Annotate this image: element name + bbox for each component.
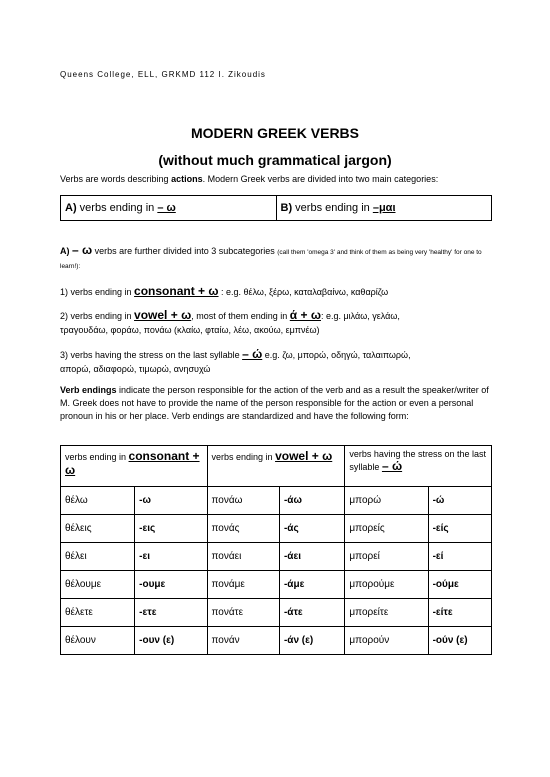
verb-cell: θέλω xyxy=(61,487,135,515)
verb-cell: θέλουν xyxy=(61,627,135,655)
ending-cell: -ει xyxy=(135,543,207,571)
categories-table xyxy=(60,195,492,221)
verb-cell: θέλουμε xyxy=(61,571,135,599)
ending-cell: -είς xyxy=(428,515,491,543)
verb-cell: θέλεις xyxy=(61,515,135,543)
ending-cell: -άν (ε) xyxy=(279,627,344,655)
page-title: MODERN GREEK VERBS xyxy=(190,125,360,141)
verb-cell: μπορεί xyxy=(345,543,428,571)
page-header: Queens College, ELL, GRKMD 112 I. Zikoudis xyxy=(60,70,266,79)
ending-cell: -άτε xyxy=(279,599,344,627)
ending-cell: -ώ xyxy=(428,487,491,515)
ending-cell: -εί xyxy=(428,543,491,571)
verb-cell: πονάει xyxy=(207,543,279,571)
verb-cell: θέλετε xyxy=(61,599,135,627)
verb-cell: πονάμε xyxy=(207,571,279,599)
category-a: A) verbs ending in – ω xyxy=(61,196,277,221)
verb-cell: πονάν xyxy=(207,627,279,655)
header-consonant: verbs ending in consonant + ω xyxy=(61,446,208,487)
header-stressed: verbs having the stress on the last syllable – ώ xyxy=(345,446,492,487)
subcategory-1: 1) verbs ending in consonant + ω : e.g. θέλω, ξέρω, καταλαβαίνω, καθαρίζω xyxy=(60,284,389,298)
ending-cell: -είτε xyxy=(428,599,491,627)
ending-cell: -άμε xyxy=(279,571,344,599)
header-vowel: verbs ending in vowel + ω xyxy=(207,446,345,487)
verb-cell: μπορώ xyxy=(345,487,428,515)
ending-cell: -ούν (ε) xyxy=(428,627,491,655)
verb-cell: πονάς xyxy=(207,515,279,543)
table-header-row xyxy=(61,446,492,487)
table-row xyxy=(61,543,492,571)
verb-cell: μπορούμε xyxy=(345,571,428,599)
table-row xyxy=(61,487,492,515)
subcategories-paragraph: A) – ω verbs are further divided into 3 subcategories (call them 'omega 3' and think of them as being very 'healthy' for one to learn!): xyxy=(60,243,482,270)
ending-cell: -άς xyxy=(279,515,344,543)
table-row xyxy=(61,515,492,543)
page-subtitle: (without much grammatical jargon) xyxy=(158,152,392,168)
ending-cell: -άει xyxy=(279,543,344,571)
ending-cell: -ω xyxy=(135,487,207,515)
subcategory-3: 3) verbs having the stress on the last syllable – ώ e.g. ζω, μπορώ, οδηγώ, ταλαιπωρώ, απορώ, αδιαφορώ, τιμωρώ, ανησυχώ xyxy=(60,347,411,374)
intro-paragraph: Verbs are words describing actions. Modern Greek verbs are divided into two main categories: xyxy=(60,174,439,184)
ending-cell: -ουμε xyxy=(135,571,207,599)
ending-cell: -ουν (ε) xyxy=(135,627,207,655)
verb-cell: πονάω xyxy=(207,487,279,515)
table-row xyxy=(61,599,492,627)
ending-cell: -εις xyxy=(135,515,207,543)
subcategory-2: 2) verbs ending in vowel + ω, most of them ending in ά + ω: e.g. μιλάω, γελάω, τραγουδάω, φοράω, πονάω (κλαίω, φταίω, λέω, ακούω, εμπνέω) xyxy=(60,308,400,335)
verb-cell: θέλει xyxy=(61,543,135,571)
verb-endings-paragraph: Verb endings indicate the person responsible for the action of the verb and as a result the speaker/writer of M. Greek does not have to provide the name of the person responsible for the action or even a personal pronoun in his or her place. Verb endings are standardized and have the following form: xyxy=(60,385,489,421)
table-row xyxy=(61,627,492,655)
verb-endings-table xyxy=(60,445,492,655)
category-b: B) verbs ending in –μαι xyxy=(276,196,492,221)
ending-cell: -ετε xyxy=(135,599,207,627)
verb-cell: μπορούν xyxy=(345,627,428,655)
table-row xyxy=(61,571,492,599)
verb-cell: μπορείς xyxy=(345,515,428,543)
ending-cell: -άω xyxy=(279,487,344,515)
verb-cell: μπορείτε xyxy=(345,599,428,627)
verb-cell: πονάτε xyxy=(207,599,279,627)
ending-cell: -ούμε xyxy=(428,571,491,599)
